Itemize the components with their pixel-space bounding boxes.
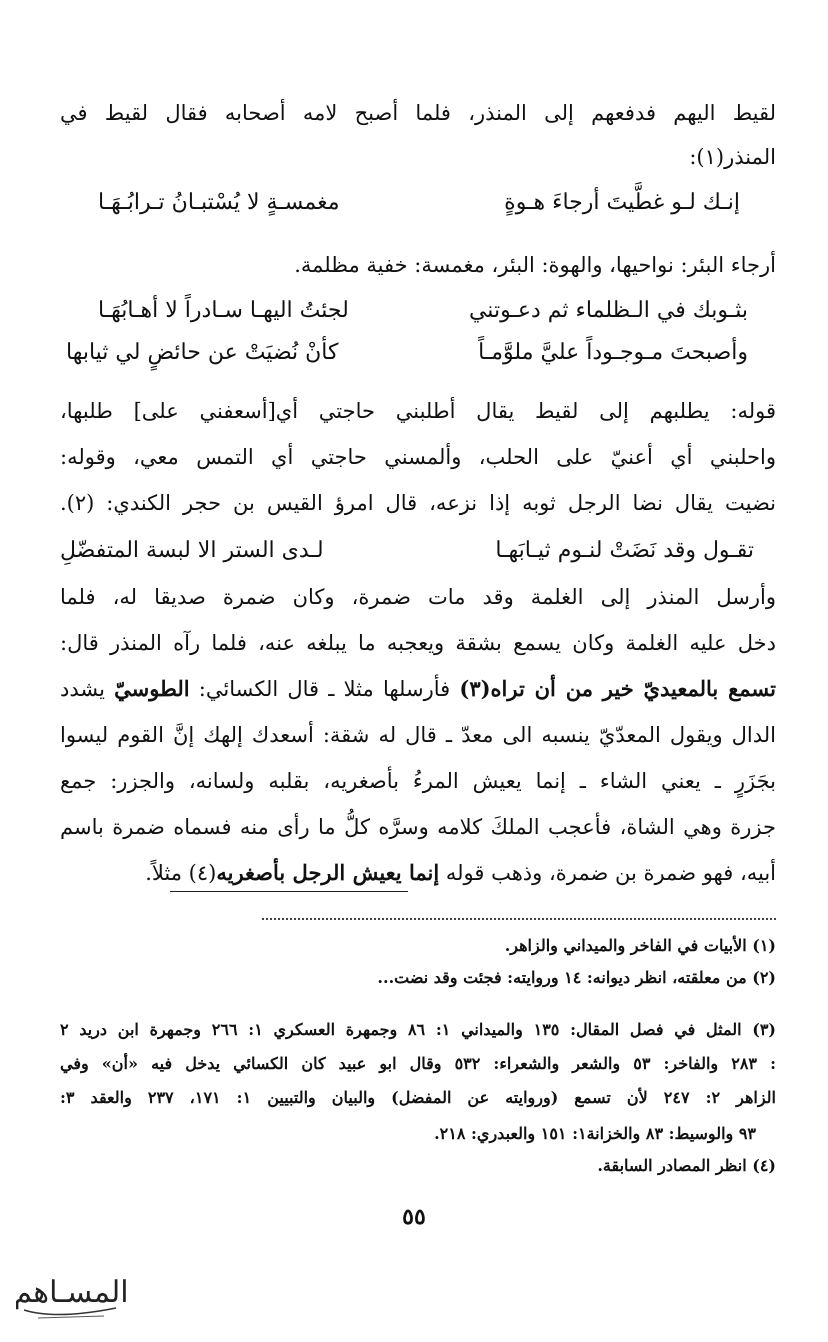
footnote-1: (١) الأبيات في الفاخر والميداني والزاهر. bbox=[504, 936, 776, 955]
text-line-8: دخل عليه الغلمة وكان يسمع بشقة ويعجبه ما يبلغه عنه، فلما رآه المنذر قال: bbox=[60, 631, 776, 655]
text-line-11: بجَزَرٍ ـ يعني الشاء ـ إنما يعيش المرءُ بأصغريه، بقلبه ولسانه، والجزر: جمع bbox=[60, 769, 776, 793]
text-line-7: وأرسل المنذر إلى الغلمة وقد مات ضمرة، وكان ضمرة صديقا له، فلما bbox=[60, 585, 776, 609]
text-line-10: الدال ويقول المعدّيّ ينسبه الى معدّ ـ قال له شقة: أسعدك إلهك إنَّ القوم ليسوا bbox=[60, 723, 776, 747]
page-number: ٥٥ bbox=[402, 1204, 426, 1230]
footnote-3-line-3: الزاهر ٢: ٢٤٧ لأن تسمع (وروايته عن المفضل) والبيان والتبيين ١: ١٧١، ٢٣٧ والعقد ٣: bbox=[60, 1088, 776, 1107]
footnote-4: (٤) انظر المصادر السابقة. bbox=[597, 1156, 776, 1175]
verse-4-second-hemistich: لـدى الستر الا لبسة المتفضّلِ bbox=[60, 538, 324, 563]
text-line-13-start: أبيه، فهو ضمرة بن ضمرة، وذهب قوله bbox=[439, 861, 776, 885]
verse-2-first-hemistich: بثـوبك في الـظلماء ثم دعـوتني bbox=[468, 298, 748, 323]
text-line-13 bbox=[145, 856, 776, 890]
verse-1-first-hemistich: إنـك لـو غطَّيتَ أرجاءَ هـوةٍ bbox=[504, 190, 740, 215]
proverb-2-bold: إنما يعيش الرجل بأصغريه bbox=[216, 860, 440, 885]
text-line-12: جزرة وهي الشاة، فأعجب الملكَ كلامه وسرَّه كلُّ ما رأى منه فسماه ضمرة باسم bbox=[60, 815, 776, 839]
verse-1-second-hemistich: مغمسـةٍ لا يُسْتبـانُ تـرابُـهَـا bbox=[98, 190, 340, 215]
library-stamp-logo bbox=[16, 1266, 126, 1332]
footnote-2: (٢) من معلقته، انظر ديوانه: ١٤ وروايته: فجئت وقد نضت... bbox=[377, 968, 776, 987]
verse-3-first-hemistich: وأصبحتَ مـوجـوداً عليَّ ملوَّمـاً bbox=[478, 340, 748, 365]
footnote-separator bbox=[262, 918, 776, 920]
handwritten-underline bbox=[170, 891, 408, 892]
verse-3-second-hemistich: كأنْ نُضيَتْ عن حائضٍ لي ثيابها bbox=[66, 340, 339, 365]
text-line-5: واحلبني أي أعنيّ على الحلب، وألمسني حاجتي أي التمس معي، وقوله: bbox=[60, 445, 776, 469]
footnote-3-line-2: : ٢٨٣ والفاخر: ٥٣ والشعر والشعراء: ٥٣٢ وقال ابو عبيد كان الكسائي يدخل فيه «أن» وفي bbox=[60, 1054, 776, 1073]
text-line-4: قوله: يطلبهم إلى لقيط يقال أطلبني حاجتي أي[أسعفني على] طلبها، bbox=[60, 399, 776, 423]
tusi-bold: الطوسيّ bbox=[114, 676, 190, 701]
text-line-2: المنذر(١): bbox=[689, 145, 776, 169]
verse-4-first-hemistich: تقـول وقد نَضَتْ لنـوم ثيـابَهـا bbox=[495, 538, 754, 563]
svg-text:المسـاهم: المسـاهم bbox=[16, 1275, 126, 1310]
text-line-6: نضيت يقال نضا الرجل ثوبه إذا نزعه، قال امرؤ القيس بن حجر الكندي: (٢). bbox=[60, 491, 776, 515]
text-line-9-mid: فأرسلها مثلا ـ قال الكسائي: bbox=[189, 677, 460, 701]
verse-2-second-hemistich: لجئتُ اليهـا سـادراً لا أهـابُهَـا bbox=[98, 298, 349, 323]
footnote-3-line-4: ٩٣ والوسيط: ٨٣ والخزانة١: ١٥١ والعبدري: ٢١٨. bbox=[434, 1124, 756, 1143]
text-line-9-end: يشدد bbox=[60, 677, 115, 701]
text-line-3: أرجاء البئر: نواحيها، والهوة: البئر، مغمسة: خفية مظلمة. bbox=[294, 253, 776, 277]
footnote-3-line-1: (٣) المثل في فصل المقال: ١٣٥ والميداني ١: ٨٦ وجمهرة العسكري ١: ٢٦٦ وجمهرة ابن دريد ٢ bbox=[60, 1020, 776, 1039]
proverb-bold: تسمع بالمعيديّ خير من أن تراه(٣) bbox=[459, 676, 776, 701]
text-line-1: لقيط اليهم فدفعهم إلى المنذر، فلما أصبح لامه أصحابه فقال لقيط في bbox=[60, 101, 776, 125]
text-line-13-end: (٤) مثلاً. bbox=[145, 861, 217, 885]
stamp-icon bbox=[16, 1266, 126, 1332]
text-line-9 bbox=[60, 672, 776, 706]
